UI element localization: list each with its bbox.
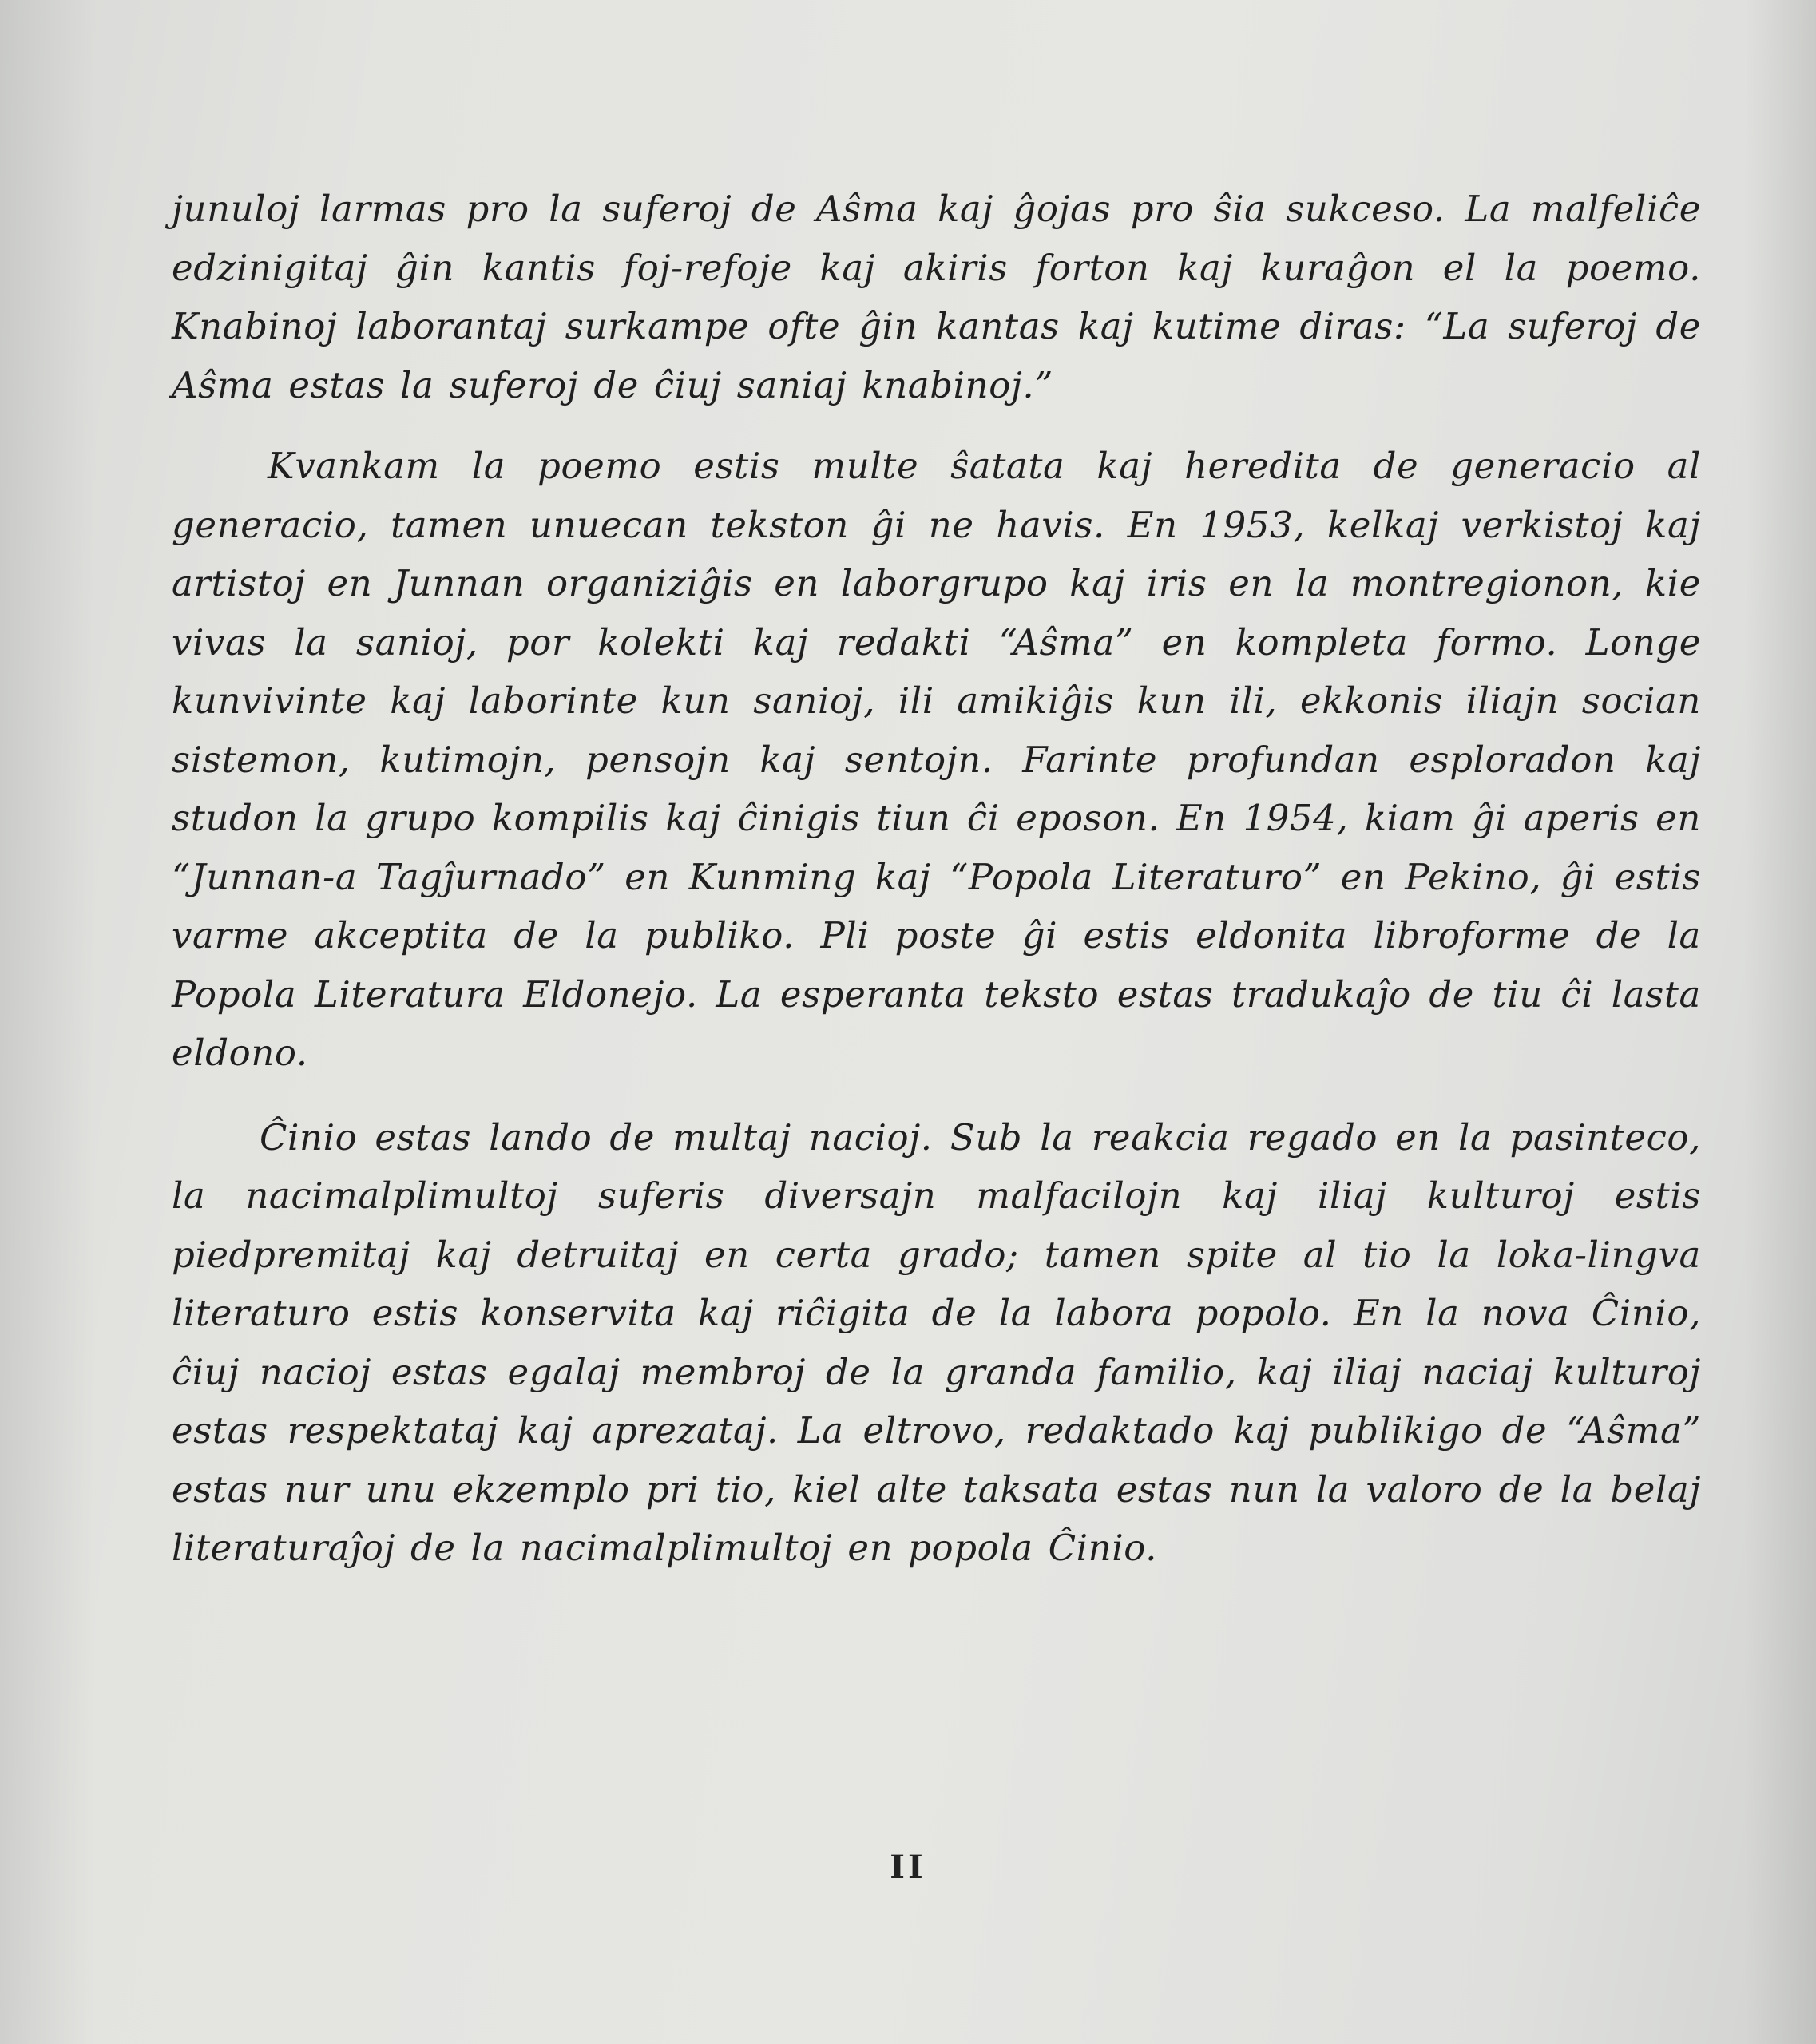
page-number: II: [890, 1848, 926, 1886]
paragraph-2: Kvankam la poemo estis multe ŝatata kaj heredita de generacio al generacio, tamen unuecan tekston ĝi ne havis. En 1953, kelkaj verkistoj kaj artistoj en Junnan organiziĝis en laborgrupo kaj iris en la montregionon, kie vivas la sanioj, por kolekti kaj redakti “Aŝma” en kompleta formo. Longe kunvivinte kaj laborinte kun sanioj, ili amikiĝis kun ili, ekkonis iliajn socian sistemon, kutimojn, pensojn kaj sentojn. Farinte profundan esploradon kaj studon la grupo kompilis kaj ĉinigis tiun ĉi eposon. En 1954, kiam ĝi aperis en “Junnan-a Tagĵurnado” en Kunming kaj “Popola Literaturo” en Pekino, ĝi estis varme akceptita de la publiko. Pli poste ĝi estis eldonita libroforme de la Popola Literatura Eldonejo. La esperanta teksto estas tradukaĵo de tiu ĉi lasta eldono.: [172, 445, 1701, 1074]
paragraph-1: junuloj larmas pro la suferoj de Aŝma kaj ĝojas pro ŝia sukceso. La malfeliĉe edzinigitaj ĝin kantis foj-refoje kaj akiris forton kaj kuraĝon el la poemo. Knabinoj laborantaj surkampe ofte ĝin kantas kaj kutime diras: “La suferoj de Aŝma estas la suferoj de ĉiuj saniaj knabinoj.”: [172, 188, 1701, 406]
paragraph-3: Ĉinio estas lando de multaj nacioj. Sub la reakcia regado en la pasinteco, la nacimalplimultoj suferis diversajn malfacilojn kaj iliaj kulturoj estis piedpremitaj kaj detruitaj en certa grado; tamen spite al tio la loka-lingva literaturo estis konservita kaj riĉigita de la labora popolo. En la nova Ĉinio, ĉiuj nacioj estas egalaj membroj de la granda familio, kaj iliaj naciaj kulturoj estas respektataj kaj aprezataj. La eltrovo, redaktado kaj publikigo de “Aŝma” estas nur unu ekzemplo pri tio, kiel alte taksata estas nun la valoro de la belaj literaturaĵoj de la nacimalplimultoj en popola Ĉinio.: [172, 1115, 1701, 1569]
page-shadow-left: [0, 0, 96, 2044]
page-shadow-right: [1744, 0, 1816, 2044]
body-text: [172, 180, 1701, 1578]
